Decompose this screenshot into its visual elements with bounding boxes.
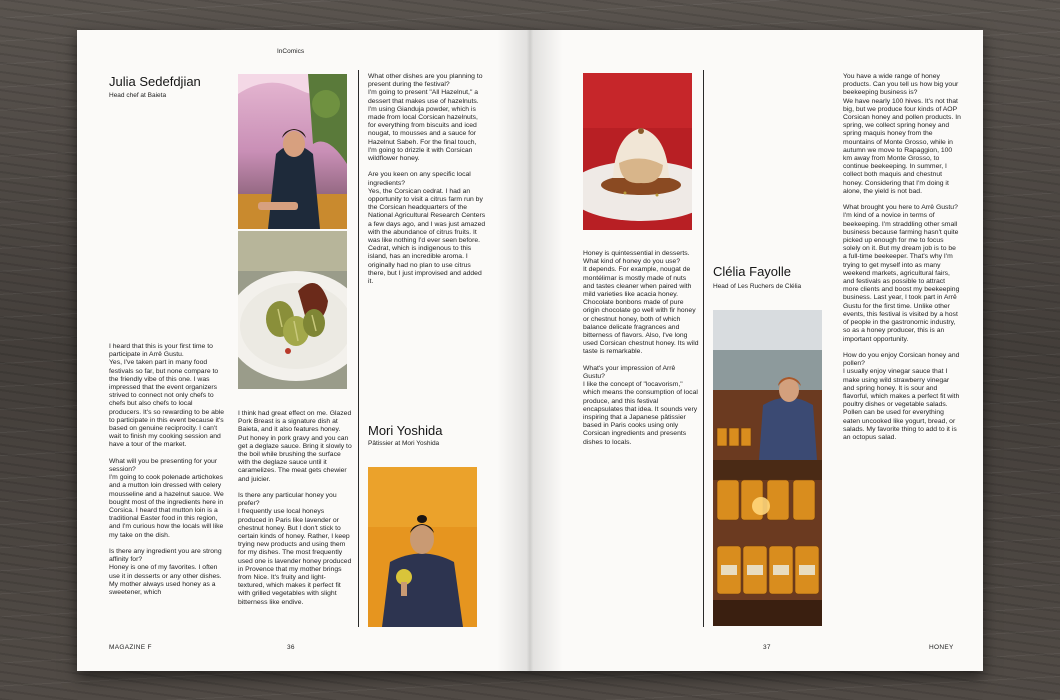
person-role-clelia: Head of Les Ruchers de Clélia [713, 283, 802, 290]
gutter-shadow [497, 30, 563, 671]
column-rule-right [703, 70, 704, 627]
magazine-spread [77, 30, 983, 671]
page-number-left: 36 [287, 644, 295, 651]
julia-interview-col2: I think had great effect on me. Glazed Pork Breast is a signature dish at Baieta, and it also features honey. Put honey in pork gravy and you can get a deglaze sauce. Bring it slowly to the boil while brushing the surface with the deglaze sauce until it caramelizes. The meat gets chewier and juicier. Is there any particular honey you prefer? I frequently use local honeys produced in Paris like lavender or chestnut honey. But I don't stick to certain kinds of honey. Rather, I keep trying new products and using them for my dishes. The most frequently used one is lavender honey produced in Provence that my mother brings from Nice. It's fruity and light-textured, which makes it perfect fit with grilled vegetables with slight bitterness like endive. [238, 410, 352, 606]
julia-interview-col3: What other dishes are you planning to present during the festival? I'm going to present "All Hazelnut," a dessert that makes use of hazelnuts. I'm using Gianduja powder, which is made from local Corsican hazelnuts, for everything from biscuits and iced nougat, to mousses and a sauce for Hazelnut Sabeh. For the final touch, I'm going to drizzle it with Corsican wildflower honey. Are you keen on any specific local ingredients? Yes, the Corsican cedrat. I had an opportunity to visit a citrus farm run by the Corsican headquarters of the National Agricultural Research Centers a few days ago, and I was just amazed with the abundance of citrus fruits. It was like nothing I'd ever seen before. Cedrat, which is indigenous to this island, has an incredible aroma. I originally had no plan to use citrus there, but I just improvised and added it. [368, 73, 486, 286]
honey-stall-photo [713, 310, 822, 626]
person-name-julia: Julia Sedefdjian [109, 74, 201, 89]
running-head: InComics [277, 48, 305, 55]
person-name-mori: Mori Yoshida [368, 423, 443, 438]
footer-section-name: HONEY [929, 644, 954, 651]
dessert-photo [583, 73, 692, 230]
footer-magazine-name: MAGAZINE F [109, 644, 152, 651]
clelia-interview-col2: You have a wide range of honey products. Can you tell us how big your beekeeping business is? We have nearly 100 hives. It's not that big, but we produce four kinds of AOP Corsican honey and pollen products. In spring, we collect spring honey and spring maquis honey from the mountains of Monte Grosso, while in autumn we move to Rapaggion, 100 km away from Monte Grosso, to continue beekeeping. In summer, I collect both maquis and chestnut honey. Considering that I'm doing it alone, the yield is not bad. What brought you here to Arrê Gustu? I'm kind of a novice in terms of beekeeping. I'm straddling other small business because farming hasn't quite picked up enough for me to focus solely on it. But my dream job is to be a full-time beekeeper. That's why I'm trying to get myself into as many weekend markets, agricultural fairs, and festivals as possible to attract more clients and boost my beekeeping business. Last year, I took part in Arrê Gustu for the first time. Unlike other events, this festival is visited by a host of people in the gastronomic industry, so as a honey producer, this is an important opportunity. How do you enjoy Corsican honey and pollen? I usually enjoy vinegar sauce that I make using wild strawberry vinegar and spring honey. It is sour and flavorful, which makes a perfect fit with poultry dishes or vegetable salads. Pollen can be used for everything eaten uncooked like yogurt, bread, or salads. My favorite thing to add to it is an octopus salad. [843, 73, 961, 441]
person-name-clelia: Clélia Fayolle [713, 264, 792, 279]
mori-interview-col1: Honey is quintessential in desserts. What kind of honey do you use? It depends. For example, nougat de montélimar is mostly made of nuts and tastes cleaner when paired with mild varieties like acacia honey. Chocolate bonbons made of pure origin chocolate go well with fir honey or chestnut honey, both of which balance delicate fragrances and bitterness of flavors. Also, I've long used Corsican chestnut honey. Its wild taste is remarkable. What's your impression of Arrê Gustu? I like the concept of "locavorism," which means the consumption of local produce, and this festival encapsulates that idea. It sounds very inspiring that a Japanese pâtissier based in Paris cooks using only Corsican ingredients and presents dishes to locals. [583, 250, 699, 446]
person-role-julia: Head chef at Baieta [109, 92, 167, 99]
mori-portrait-photo [368, 467, 477, 627]
chef-portrait-photo [238, 74, 347, 229]
julia-interview-col1: I heard that this is your first time to participate in Arrê Gustu. Yes, I've taken part in many food festivals so far, but none compare to the friendly vibe of this one. I was impressed that the event organizers strived to connect not only chefs to chefs but also chefs to local producers. It's so rewarding to be able to participate in this event because it's based on genuine reciprocity. I can't wait to finish my cooking session and have a tour of the market. What will you be presenting for your session? I'm going to cook polenade artichokes and a mutton loin dressed with celery mousseline and a hazelnut sauce. We bought most of the ingredients here in Corsica. I heard that mutton loin is a traditional Easter food in this region, and I'm curious how the locals will like my take on the dish. Is there any ingredient you are strong affinity for? Honey is one of my favorites. I often use it in desserts or any other dishes. My mother always used honey as a sweetener, which [109, 343, 225, 597]
artichoke-dish-photo [238, 231, 347, 389]
column-rule-left [358, 70, 359, 627]
page-number-right: 37 [763, 644, 771, 651]
person-role-mori: Pâtissier at Mori Yoshida [368, 440, 440, 447]
